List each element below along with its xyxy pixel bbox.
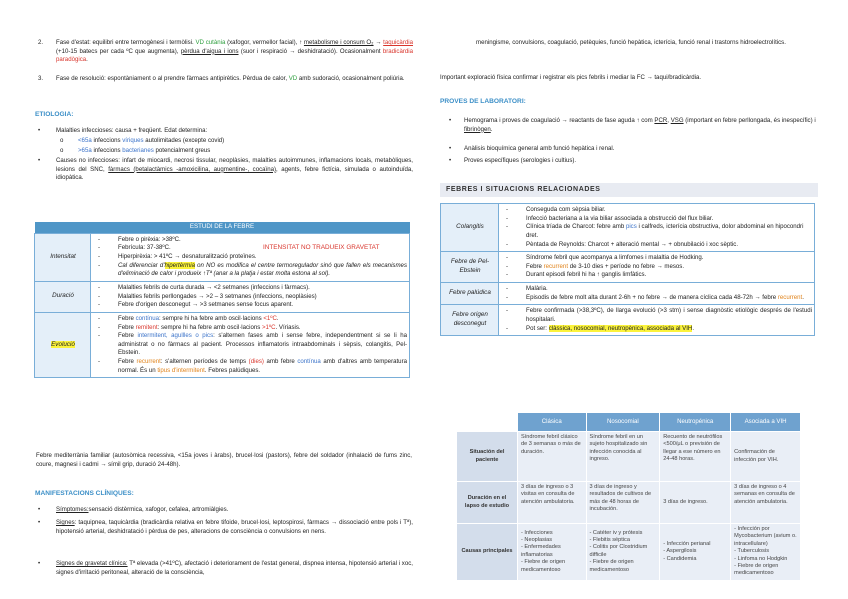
list-item: - Malalties febrils de curta durada → <2 setmanes (infeccions i fàrmacs). bbox=[118, 284, 407, 293]
table-row bbox=[441, 204, 815, 252]
list-item: - Febre recurrent: s'alternen períodes de temps (dies) amb febre contínua amb d'altres amb temperatura normal. És un tipus d'intermitent. Febres palúdiques. bbox=[118, 358, 407, 375]
row-label: Duración en el lapso de estudio bbox=[457, 482, 518, 524]
list-item: - Pot ser: clàssica, nosocomial, neutropènica, associada al VIH. bbox=[526, 325, 812, 334]
section-heading: FEBRES I SITUACIONS RELACIONADES bbox=[440, 183, 818, 197]
proves-heading: PROVES DE LABORATORI: bbox=[440, 98, 526, 105]
table-header-row bbox=[457, 413, 801, 432]
row-label-pel-ebstein: Febre de Pel-Ebstein bbox=[441, 252, 499, 283]
row-label-origen-desconegut: Febre origen desconegut bbox=[441, 305, 499, 336]
phase-2-item: 2. Fase d'estat: equilibri entre termogènesi i termòlisi. VD cutània (xafogor, vermellor facial), ↑ metabolisme i consum O₂ → taquicàrdia (+10-15 batecs per cada ºC que augmenta), pèrdua d'aigua i ions (suor i respiració → deshidratació). Ocasionalment bradicàrdia paradògica. bbox=[38, 39, 413, 64]
list-item: - Durant episodi febril hi ha ↑ ganglis limfàtics. bbox=[526, 271, 812, 280]
table-row bbox=[441, 305, 815, 336]
fmf-paragraph: Febre mediterrània familiar (autosòmica recessiva, <15a joves i àrabs), brucel·losi (pastors), febre del soldador (inhalació de fums zinc, coure, magnesi i cadmi → símil grip, duració 24-48h). bbox=[36, 452, 412, 468]
table-row bbox=[441, 252, 815, 283]
sub-bullet-icon: o bbox=[60, 147, 64, 154]
column-header: Nosocomial bbox=[586, 413, 660, 432]
lab-test-item: • Hemograma i proves de coagulació → reactants de fase aguda ↑ com PCR, VSG (important en febre perllongada, és inespecífic) i fibrinògen. bbox=[449, 117, 816, 133]
manifestacions-heading: MANIFESTACIONS CLÍNIQUES: bbox=[35, 490, 134, 497]
table-cell: - Infecciones - Neoplasias - Enfermedades inflamatorias - Fiebre de origen medicamentoso bbox=[518, 524, 587, 581]
row-label-paludica: Febre palúdica bbox=[441, 283, 499, 305]
row-label-colangitis: Colangitis bbox=[441, 204, 499, 252]
etiology-item-infectious: • Malalties infeccioses: causa + freqüent. Edat determina: bbox=[38, 127, 208, 134]
table-cell: - Infección por Mycobacterium (avium o. intracellulare) - Tuberculosis - Linfoma no Hodgkin - Fiebre de origen medicamentoso bbox=[731, 524, 801, 581]
row-label: Causas principales bbox=[457, 524, 518, 581]
symptoms-item: • Símptomes:sensació distèrmica, xafogor, cefalea, artromiàlgies. bbox=[38, 506, 229, 513]
table-cell: Confirmación de infección por VIH. bbox=[731, 432, 801, 482]
table-cell: 3 días de ingreso o 4 semanas en consulta de atención ambulatoria. bbox=[731, 482, 801, 524]
column-header: Clásica bbox=[518, 413, 587, 432]
continuation-text: meningisme, convulsions, coagulació, petèquies, funció hepàtica, icterícia, funció renal i trastorns hidroelectrolítics. bbox=[476, 39, 786, 46]
row-label-duracio: Duració bbox=[35, 282, 91, 313]
row-label-intensitat: Intensitat bbox=[35, 233, 91, 281]
column-header: Asociada a VIH bbox=[731, 413, 801, 432]
table-row bbox=[457, 432, 801, 482]
table-cell: - Catéter iv y prótesis - Flebitis séptica - Colitis por Clostridium difficile - Fiebre de origen medicamentoso bbox=[586, 524, 660, 581]
list-item: - Febre remitent: sempre hi ha febre amb oscil·lacions >1ºC. Víriasis. bbox=[118, 324, 407, 333]
list-item: - Febrícula: 37-38ºC. bbox=[118, 244, 407, 253]
list-item: - Febre confirmada (>38,3ºC), de llarga evolució (>3 stm) i sense diagnòstic etiològic després de l'estudi hospitalari. bbox=[526, 307, 812, 324]
list-item: - Febre recurrent de 3-10 dies + període no febre → mesos. bbox=[526, 263, 812, 272]
bullet-icon: • bbox=[449, 145, 452, 152]
table-cell: Recuento de neutrófilos <500/μL o previsión de llegar a ese número en 24-48 horas. bbox=[660, 432, 731, 482]
table-row bbox=[457, 524, 801, 581]
list-item: - Conseguda com sèpsia biliar. bbox=[526, 206, 812, 215]
intensity-note: INTENSITAT NO TRADUEIX GRAVETAT bbox=[263, 243, 380, 251]
list-item: - Febre d'origen desconegut → >3 setmanes sense focus aparent. bbox=[118, 301, 407, 310]
table-row bbox=[35, 312, 410, 377]
lab-test-item: • Anàlisis bioquímica general amb funció hepàtica i renal. bbox=[449, 145, 615, 152]
table-cell: Síndrome febril en un sujeto hospitalizado sin infección conocida al ingreso. bbox=[586, 432, 660, 482]
bullet-icon: • bbox=[38, 127, 41, 134]
list-item: - Episodis de febre molt alta durant 2-6h + no febre → de manera cíclica cada 48-72h → febre recurrent. bbox=[526, 294, 812, 303]
row-label-evolucio: Evolució bbox=[51, 340, 75, 348]
lab-test-item: • Proves específiques (serologies i cultius). bbox=[449, 157, 577, 164]
phase-3-item: 3. Fase de resolució: espontàniament o al prendre fàrmacs antipirètics. Pèrdua de calor, VD amb sudoració, ocasionalment poliúria. bbox=[38, 75, 405, 82]
sub-bullet-icon: o bbox=[60, 137, 64, 144]
table-row bbox=[457, 482, 801, 524]
list-item: - Febre contínua: sempre hi ha febre amb oscil·lacions <1ºC. bbox=[118, 315, 407, 324]
list-item: - Pèntada de Reynolds: Charcot + alteració mental → + obnubilació i xoc sèptic. bbox=[526, 241, 812, 250]
related-fevers-table bbox=[440, 203, 815, 336]
etiology-subitem-young: o <65a infeccions víriques autolimitades (excepte covid) bbox=[60, 137, 225, 144]
list-item: - Síndrome febril que acompanya a limfomes i malaltia de Hodking. bbox=[526, 254, 812, 263]
bullet-icon: • bbox=[449, 117, 452, 124]
list-item: - Cal diferenciar d'hipertèrmia on NO es modifica el centre termoregulador sinó que fallen els mecanismes d'eliminació de calor i produeix ↑Tª (anar a la platja i estar molta estona al sol). bbox=[118, 262, 407, 279]
table-cell: 3 días de ingreso. bbox=[660, 482, 731, 524]
list-item: - Malalties febrils perllongades → >2 – 3 setmanes (infeccions, neoplàsies) bbox=[118, 293, 407, 302]
table-row bbox=[35, 233, 410, 281]
table-cell: 3 días de ingreso y resultados de cultivos de más de 48 horas de incubación. bbox=[586, 482, 660, 524]
table-cell: 3 días de ingreso o 3 visitas en consulta de atención ambulatoria. bbox=[518, 482, 587, 524]
etiology-subitem-old: o >65a infeccions bacterianes potencialment greus bbox=[60, 147, 211, 154]
column-header: Neutropénica bbox=[660, 413, 731, 432]
signs-item: • Signes: taquipnea, taquicàrdia (bradicàrdia relativa en febre tifoide, brucel·losi, leptospirosi, fàrmacs → dissociació entre pols i Tª), hipotensió arterial, deshidratació i pèrdua de pes, alteracions de consciència o convulsions en nens. bbox=[38, 519, 413, 535]
table-cell: Síndrome febril clásico de 3 semanas o más de duración. bbox=[518, 432, 587, 482]
bullet-icon: • bbox=[449, 157, 452, 164]
table-cell: - Infección perianal - Aspergilosis - Candidemia bbox=[660, 524, 731, 581]
fuo-classification-table bbox=[456, 412, 801, 581]
table-row bbox=[441, 283, 815, 305]
etiology-item-noninfectious: • Causes no infeccioses: infart de miocardi, necrosi tissular, neoplàsies, malalties autoimmunes, inflamacions locals, metabòliques, lesions del SNC, fàrmacs (betalactàmics -amoxicilina, augmentine-, cocaïna), agents, febre fictícia, simulada o autoinduïda, idiopàtica. bbox=[38, 157, 413, 182]
bullet-icon: • bbox=[38, 157, 41, 164]
important-note: Important exploració física confirmar i registrar els pics febrils i mediar la FC → taqui/bradicàrdia. bbox=[440, 74, 702, 81]
bullet-icon: • bbox=[38, 560, 41, 567]
list-item: - Clínica tríada de Charcot: febre amb pics i calfreds, icterícia obstructiva, dolor abdominal en hipocondri dret. bbox=[526, 223, 812, 240]
row-label: Situación del paciente bbox=[457, 432, 518, 482]
list-item: - Malària. bbox=[526, 285, 812, 294]
severity-signs-item: • Signes de gravetat clínica: Tª elevada (>41ºC), afectació i deteriorament de l'estat general, dispnea intensa, hipotensió arterial i xoc, signes d'irritació peritoneal, alteració de la consciència, bbox=[38, 560, 413, 576]
bullet-icon: • bbox=[38, 506, 41, 513]
etiologia-heading: ETIOLOGIA: bbox=[35, 111, 74, 118]
table-header: ESTUDI DE LA FEBRE bbox=[35, 222, 410, 233]
table-row bbox=[35, 282, 410, 313]
list-item: - Febre intermitent, agullles o pics: s'alternen fases amb i sense febre, independentment si se li ha administrat o no fàrmacs al pacient. Processos inflamatoris intraabdominals i sèpsis, colangitis, Pel-Ebstein. bbox=[118, 332, 407, 358]
bullet-icon: • bbox=[38, 519, 41, 526]
list-item: - Hiperpirèxia: > 41ºC → desnaturalització proteïnes. bbox=[118, 253, 407, 262]
fever-study-table bbox=[34, 222, 410, 378]
list-item: - Febre o pirèxia: >38ºC. bbox=[118, 236, 407, 245]
list-item: - Infecció bacteriana a la via biliar associada a obstrucció del flux biliar. bbox=[526, 215, 812, 224]
